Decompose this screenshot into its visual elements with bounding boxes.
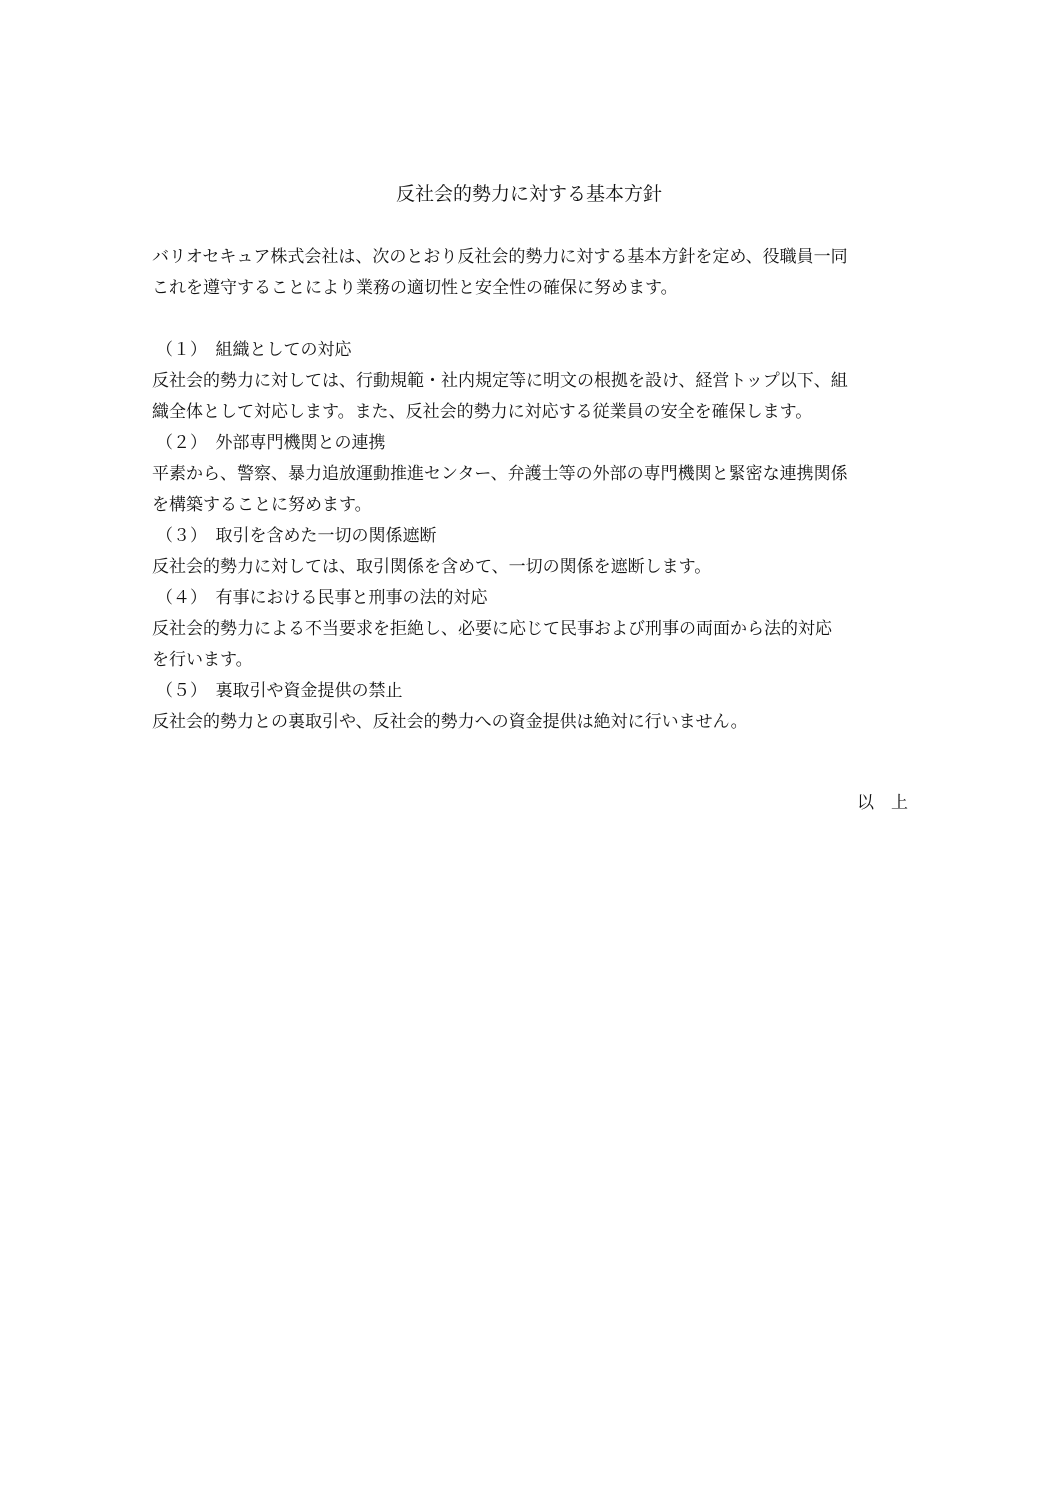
intro-line-2: これを遵守することにより業務の適切性と安全性の確保に努めます。 — [152, 278, 678, 298]
section-3-line-1: 反社会的勢力に対しては、取引関係を含めて、一切の関係を遮断します。 — [152, 557, 712, 577]
section-1-line-1: 反社会的勢力に対しては、行動規範・社内規定等に明文の根拠を設け、経営トップ以下、組 — [152, 371, 848, 391]
section-4-line-2: を行います。 — [152, 650, 253, 670]
intro-line-1: バリオセキュア株式会社は、次のとおり反社会的勢力に対する基本方針を定め、役職員一同 — [152, 247, 848, 267]
document-title: 反社会的勢力に対する基本方針 — [395, 183, 662, 205]
section-1 — [152, 335, 912, 428]
section-5-line-1: 反社会的勢力との裏取引や、反社会的勢力への資金提供は絶対に行いません。 — [152, 712, 748, 732]
section-4-heading: （４） 有事における民事と刑事の法的対応 — [156, 588, 488, 608]
section-3-heading: （３） 取引を含めた一切の関係遮断 — [156, 526, 437, 546]
section-4 — [152, 583, 912, 676]
section-3 — [152, 521, 912, 583]
section-1-line-2: 織全体として対応します。また、反社会的勢力に対応する従業員の安全を確保します。 — [152, 402, 813, 422]
paragraph-spacer — [152, 304, 912, 335]
section-1-heading: （１） 組織としての対応 — [156, 340, 352, 360]
section-5-heading: （５） 裏取引や資金提供の禁止 — [156, 681, 403, 701]
section-4-line-1: 反社会的勢力による不当要求を拒絶し、必要に応じて民事および刑事の両面から法的対応 — [152, 619, 832, 639]
section-2 — [152, 428, 912, 521]
section-5 — [152, 676, 912, 738]
section-2-heading: （２） 外部専門機関との連携 — [156, 433, 386, 453]
section-2-line-1: 平素から、警察、暴力追放運動推進センター、弁護士等の外部の専門機関と緊密な連携関係 — [152, 464, 848, 484]
closing-mark: 以 上 — [857, 793, 908, 813]
document-body — [152, 242, 912, 738]
section-2-line-2: を構築することに努めます。 — [152, 495, 372, 515]
